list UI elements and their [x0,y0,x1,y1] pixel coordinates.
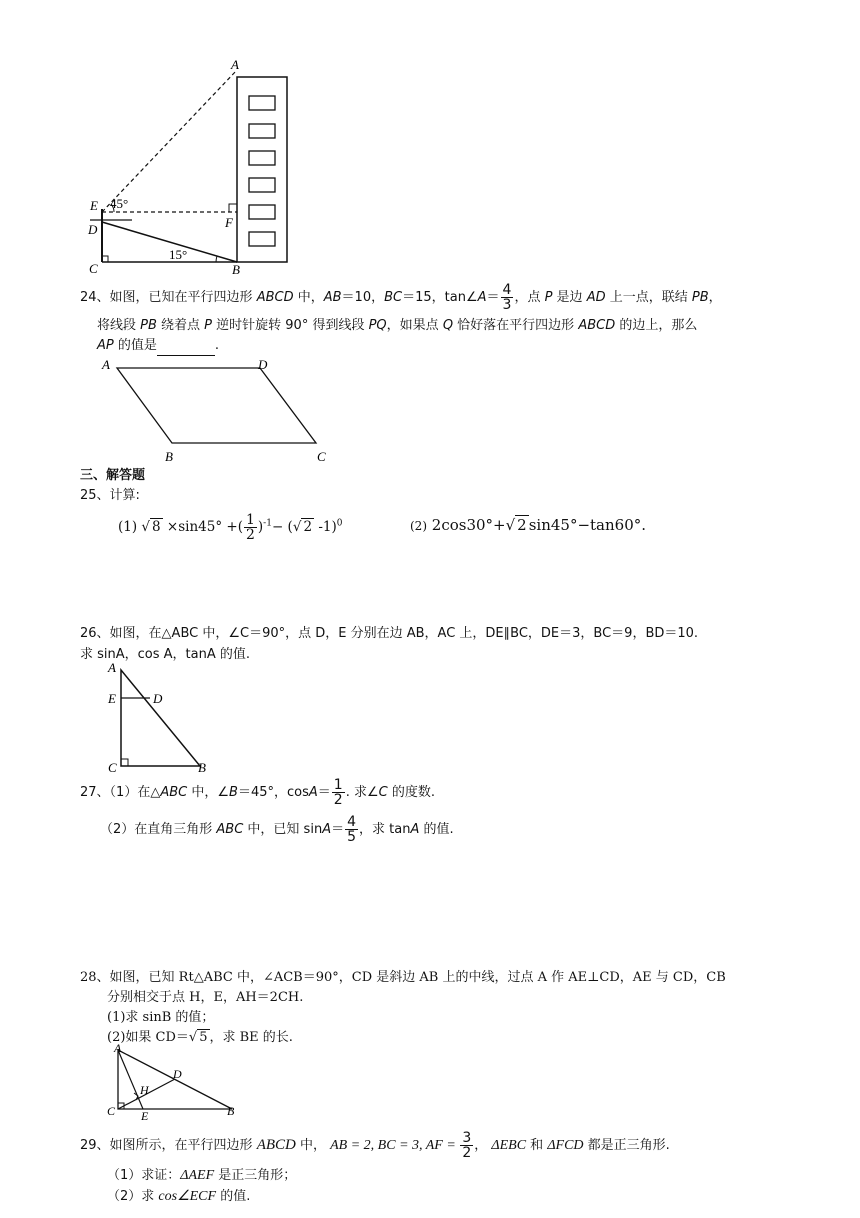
figure-q23 [80,50,300,282]
q29-line1 [80,1131,670,1160]
q27-text: ＝ [317,785,331,800]
q29-fraction [460,1131,473,1160]
q24-number: 24、 [80,290,110,305]
q24-ap: AP [97,338,114,353]
label-e: E [90,198,98,213]
q24-abcd: ABCD [578,318,616,333]
q25-number: 25、 [80,488,110,503]
right-angle-c [121,759,128,766]
q24-text: 绕着点 [156,318,205,333]
q25-text: . [641,516,647,534]
sqrt-arg: 5 [199,1030,208,1045]
section-title-text: 三、解答题 [80,468,146,483]
q25-p2-label: (2) [410,519,427,533]
q27-text: ＝45°，cos [237,785,309,800]
frac-num: 1 [245,512,255,528]
q24-ab: AB [323,290,342,305]
q25-title [80,486,140,506]
q27-fraction [332,778,345,807]
q24-text: 将线段 [97,318,141,333]
q29-text: ， [474,1138,492,1153]
q28-sub2: (2)如果 CD＝√ 5 ，求 BE 的长. [107,1030,293,1045]
label-d: D [153,691,163,706]
label-b: B [198,760,206,775]
q29-text: （1）求证： [107,1168,181,1183]
q28-sub1-text: (1)求 sinB 的值； [107,1010,215,1025]
q25-text: ×sin45° +( [162,519,243,535]
frac-den: 2 [462,1145,472,1161]
label-h: H [140,1083,149,1097]
q24-p: P [204,318,213,333]
q29-sub2 [107,1187,250,1207]
q24-line2 [97,316,697,336]
q28-line1 [80,968,726,988]
q25-fraction [244,513,257,542]
exponent: -1 [263,518,272,529]
q27-part2 [100,815,454,844]
q24-pq: PQ [368,318,387,333]
q27-part1 [80,778,435,807]
label-a: A [102,357,110,372]
answer-blank[interactable] [157,341,215,356]
label-a: A [231,57,239,72]
q29-text: 的值. [216,1189,251,1204]
q24-line1 [80,283,722,312]
q25-part1: (1) √ 8 ×sin45° +( $\frac{1}{2}$ )$^{-1}$− (√ 2 -1)$^0$ [118,512,343,543]
q27-text: 的度数. [387,785,435,800]
q24-text: 中， [293,290,324,305]
q27-text: . 求∠ [345,785,379,800]
q29-sub1 [107,1166,296,1186]
q28-text: 如图，已知 Rt△ABC 中，∠ACB＝90°，CD 是斜边 AB 上的中线，过点 A 作 AE⊥CD，AE 与 CD，CB [109,970,726,985]
q27-text: （2）在直角三角形 [100,822,217,837]
q24-text: ＝10， [341,290,385,305]
frac-num: 4 [502,282,512,298]
label-d: D [258,357,268,372]
q24-q: Q [442,318,454,333]
section-title [80,466,145,486]
q29-cos: cos∠ECF [158,1189,217,1204]
window [249,96,275,110]
building [237,77,287,262]
q29-number: 29、 [80,1138,110,1153]
window [249,178,275,192]
q28-number: 28、 [80,970,110,985]
window [249,124,275,138]
label-c: C [108,760,117,775]
q24-text: 的值是 [113,338,157,353]
label-15: 15° [169,247,188,262]
q24-bc: BC [384,290,403,305]
q29-text: 都是正三角形. [583,1138,670,1153]
q27-abc: ABC [160,785,188,800]
q29-ebc: ΔEBC [491,1138,527,1153]
q29-text: 和 [526,1138,548,1153]
q27-text: （1）在△ [109,785,161,800]
label-f: F [225,215,233,230]
frac-num: 1 [333,777,343,793]
q27-text: ＝ [331,822,345,837]
sqrt-arg: 2 [517,516,527,534]
q29-text: 如图所示，在平行四边形 [109,1138,257,1153]
q24-text: ＝ [486,290,500,305]
label-e: E [141,1109,149,1120]
q27-text: 中，已知 sin [243,822,323,837]
q24-text: . [214,338,220,353]
window [249,232,275,246]
q25-p1-label: (1) [118,519,138,535]
q25-expr: sin45°−tan60° [528,516,642,534]
q24-text: 是边 [552,290,587,305]
label-a: A [114,1042,122,1055]
figure-q26 [100,660,220,776]
label-e: E [108,691,116,706]
q27-a: A [322,822,332,837]
q27-text: ，求 tan [359,822,411,837]
segment-ae [118,1050,143,1109]
label-d: D [88,222,98,237]
label-c: C [107,1104,116,1118]
sqrt-arg: 8 [152,519,161,535]
q24-text: 恰好落在平行四边形 [453,318,579,333]
q24-line3 [97,336,219,356]
frac-den: 2 [245,527,255,543]
q29-text: （2）求 [107,1189,159,1204]
q29-fcd: ΔFCD [547,1138,584,1153]
q29-text: 中， [295,1138,331,1153]
q25-text: -1) [314,519,337,535]
q24-text: ， [708,290,722,305]
q25-text: − ( [271,519,293,535]
frac-den: 5 [347,829,357,845]
q26-number: 26、 [80,626,110,641]
q25-part2: (2) 2cos30°+√ 2 sin45°−tan60°. [410,516,647,534]
q25-title-text: 计算: [109,488,140,503]
q26-line1 [80,624,698,644]
q27-a: A [410,822,420,837]
q29-text: 是正三角形； [214,1168,297,1183]
q28-text: ，求 BE 的长. [209,1030,293,1045]
exponent: 0 [336,518,343,529]
q24-text: 上一点，联结 [605,290,692,305]
q28-line2 [107,988,303,1008]
q24-pb: PB [691,290,709,305]
q29-given: AB = 2, BC = 3, AF = [330,1138,460,1153]
q27-text: 中，∠ [187,785,230,800]
q24-text: ，点 [514,290,545,305]
q24-text: 如图，已知在平行四边形 [109,290,257,305]
label-c: C [89,261,98,276]
q26-text: 求 sinA，cos A，tanA 的值. [80,647,251,662]
label-d: D [173,1067,182,1081]
parallelogram-abcd [117,368,316,443]
q24-abcd: ABCD [256,290,294,305]
label-45: 45° [110,196,129,211]
window [249,205,275,219]
triangle-abc [121,670,200,766]
label-b: B [232,262,240,277]
q26-text: 如图，在△ABC 中，∠C＝90°，点 D，E 分别在边 AB，AC 上，DE∥BC，DE＝3，BC＝9，BD＝10. [109,626,699,641]
q24-text: 逆时针旋转 90° 得到线段 [212,318,369,333]
window [249,151,275,165]
sqrt-arg: 2 [303,519,313,535]
figure-q28 [105,1042,245,1120]
q27-c: C [378,785,388,800]
frac-num: 4 [347,814,357,830]
q24-fraction [501,283,514,312]
q29-abcd: ABCD [256,1137,296,1153]
q27-number: 27、 [80,785,110,800]
label-b: B [227,1104,235,1118]
q24-text: ＝15，tan∠ [402,290,478,305]
label-c: C [317,449,326,464]
q27-b: B [229,785,238,800]
q24-pb: PB [140,318,157,333]
frac-den: 2 [333,792,343,808]
figure-q24 [96,355,336,467]
q24-text: ，如果点 [386,318,443,333]
q25-text: ) [257,519,264,535]
q24-p: P [544,290,553,305]
q28-text: 分别相交于点 H，E，AH＝2CH. [107,990,304,1005]
q28-sub1 [107,1008,214,1028]
q27-a: A [308,785,318,800]
label-b: B [165,449,173,464]
q24-a: A [477,290,487,305]
label-a: A [108,660,116,675]
q24-ad: AD [586,290,606,305]
angle-arc-b [216,256,217,262]
q25-expr: 2cos30°+ [431,516,506,534]
sight-line-ea [102,70,237,212]
q28-text: (2)如果 CD＝ [107,1030,189,1045]
q27-abc: ABC [216,822,244,837]
q27-text: 的值. [419,822,454,837]
q29-aef: ΔAEF [180,1168,215,1183]
q27-fraction [345,815,358,844]
frac-den: 3 [502,297,512,313]
q24-text: 的边上，那么 [615,318,698,333]
right-angle-f [229,204,237,212]
frac-num: 3 [462,1130,472,1146]
